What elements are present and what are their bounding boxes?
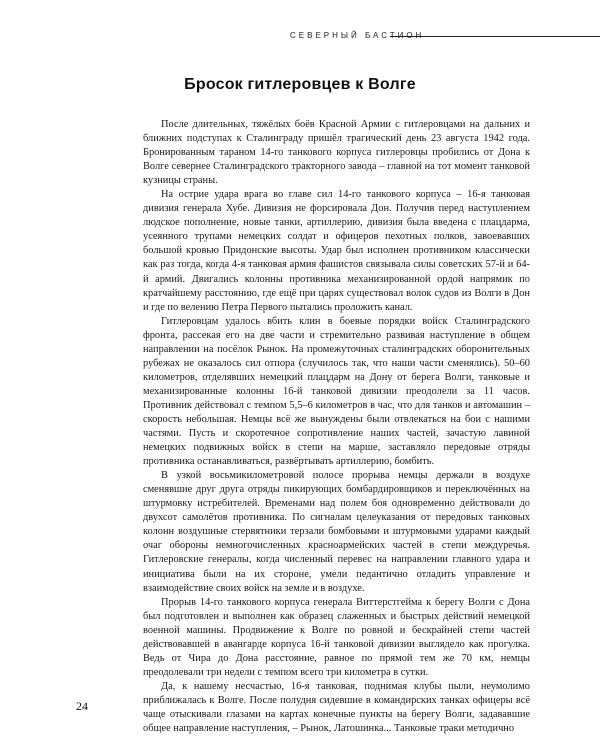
header-rule xyxy=(390,36,600,37)
paragraph: После длительных, тяжёлых боёв Красной Армии с гитлеровцами на дальних и ближних подступах к Сталинграду пришёл трагический день 23 августа 1942 года. Бронированным тараном 14-го танкового корпуса гитлеровцы пробились от Дона к Волге севернее Сталинградского тракторного завода – главной на тот момент танковой кузницы страны. xyxy=(143,119,530,187)
paragraph: На острие удара врага во главе сил 14-го танкового корпуса – 16-я танковая дивизия генерала Хубе. Дивизия не форсировала Дон. Получив перед наступлением людское пополнение, новые танки, артиллерию, дивизия была введена с плацдарма, усеянного трупами немецких солдат и офицеров пехотных полков, завоевавших большой кровью Придонские высоты. Удар был исполнен противником классически как раз тогда, когда 4-я танковая армия фашистов связывала силы советских 57-й и 64-й армий. Двигались колонны противника механизированной ордой напрямик по кратчайшему расстоянию, где ещё при царях существовал волок судов из Волги в Дон и где по велению Петра Первого пытались проложить канал. xyxy=(143,189,530,313)
article-title: Бросок гитлеровцев к Волге xyxy=(184,76,416,93)
paragraph: Да, к нашему несчастью, 16-я танковая, поднимая клубы пыли, неумолимо приближалась к Волге. После полудня сидевшие в командирских танках офицеры всё чаще отыскивали глазами на картах конечные пункты на берегу Волги, задававшие общее направление наступления, – Рынок, Латошинка... Танковые траки методично xyxy=(143,680,530,735)
paragraph: Гитлеровцам удалось вбить клин в боевые порядки войск Сталинградского фронта, рассекая его на две части и стремительно развивая наступление в общем направлении на посёлок Рынок. На промежуточных сталинградских оборонительных рубежах не оказалось сил отпора (случилось так, что наши части сменялись). 50–60 километров, отделявших немецкий плацдарм на Дону от берега Волги, танковые и механизированные колонны 16-й танковой дивизии преодолели за 11 часов. Противник действовал с темпом 5,5–6 километров в час, что для танков и автомашин – скорость небольшая. Немцы всё же вынуждены были отвлекаться на бои с нашими частями. Пусть и скоротечное сопротивление наших частей, зачастую лавиной немецких подвижных войск в степи на марше, заставляло передовые отряды противника останавливаться, развёртывать артиллерию, бомбить. xyxy=(143,315,530,468)
paragraph: Прорыв 14-го танкового корпуса генерала Виттерстгейма к берегу Волги с Дона был подготовлен и выполнен как образец слаженных и быстрых действий немецкой военной машины. Продвижение к Волге по ровной и бескрайней степи частей действовавшей в авангарде корпуса 16-й танковой дивизии выглядело как прогулка. Ведь от Чира до Дона расстояние, равное по прямой тем же 70 км, немцы преодолевали три недели с темпом всего три километра в сутки. xyxy=(143,596,530,678)
page-number: 24 xyxy=(76,699,88,713)
article-body xyxy=(143,118,530,736)
running-head: СЕВЕРНЫЙ БАСТИОН xyxy=(290,31,425,40)
paragraph: В узкой восьмикилометровой полосе прорыва немцы держали в воздухе сменявшие друг друга отряды пикирующих бомбардировщиков и переключённых на штурмовку истребителей. Временами над полем боя одновременно действовали до двухсот самолётов противника. По сигналам целеуказания от передовых танковых колонн воздушные стервятники терзали бомбовыми и штурмовыми ударами каждый очаг обороны немногочисленных красноармейских частей в степи междуречья. Гитлеровские генералы, когда численный перевес на направлении главного удара и инициатива были на их стороне, умели педантично отладить управление и взаимодействие своих войск на земле и в воздухе. xyxy=(143,470,530,594)
